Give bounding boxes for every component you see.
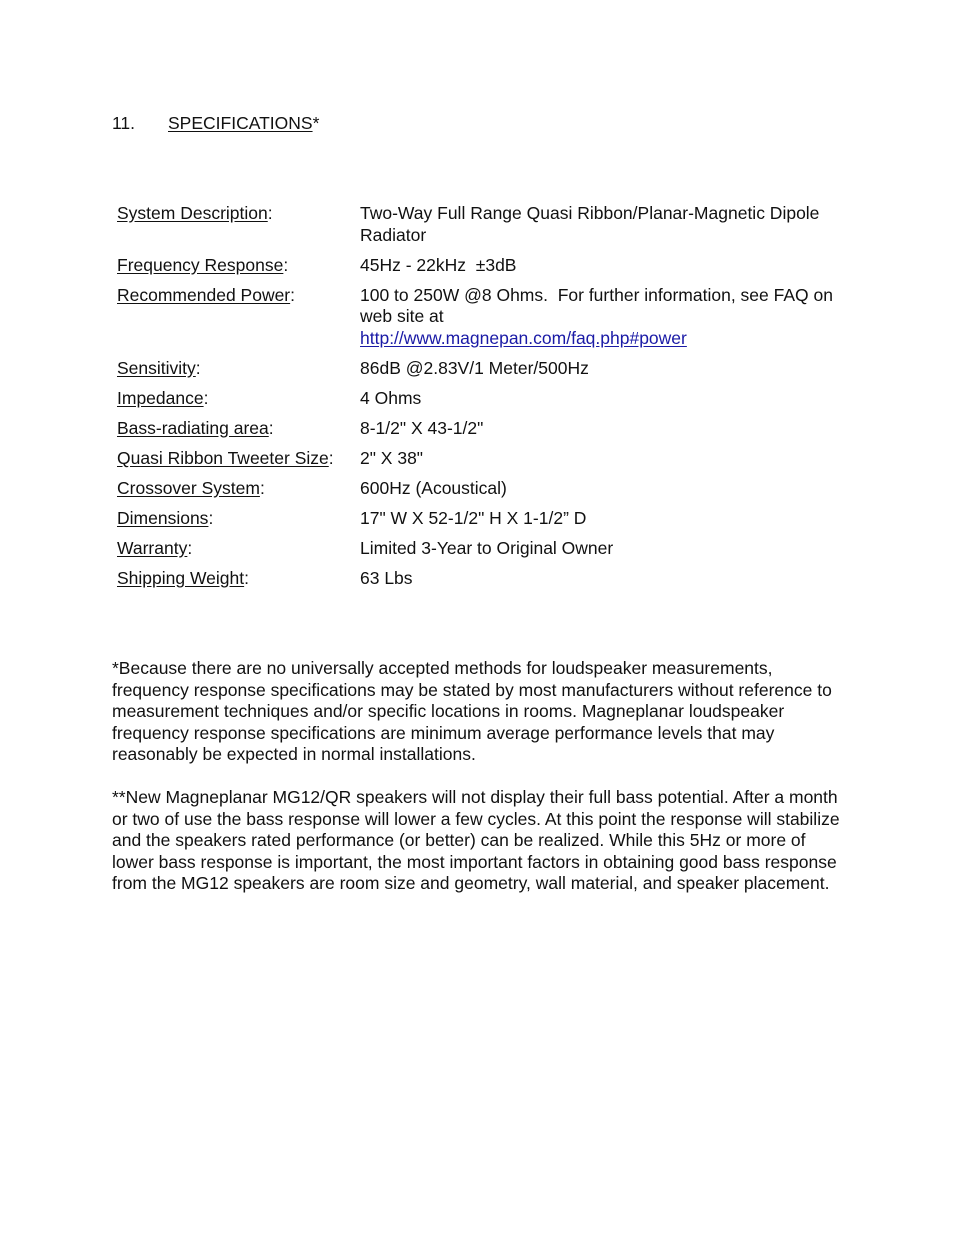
spec-label: Crossover System:	[117, 477, 265, 498]
spec-row-warranty	[117, 538, 857, 560]
spec-label: Warranty:	[117, 537, 193, 558]
footnote-measurement: *Because there are no universally accepted methods for loudspeaker measurements, frequency response specifications may be stated by most manufacturers without reference to measurement techniques and/or specific locations in rooms. Magneplanar loudspeaker frequency response specifications are minimum average performance levels that may reasonably be expected in normal installations.	[112, 658, 832, 764]
section-number: 11.	[112, 113, 136, 133]
spec-row-system-description	[117, 203, 857, 246]
spec-value: 45Hz - 22kHz ±3dB	[360, 254, 517, 275]
spec-value: Limited 3-Year to Original Owner	[360, 537, 614, 558]
spec-row-dimensions	[117, 508, 857, 530]
spec-label: Shipping Weight:	[117, 567, 249, 588]
spec-value: 100 to 250W @8 Ohms. For further information, see FAQ on web site at http://www.magnepan.com/faq.php#power	[360, 284, 838, 348]
spec-value: 4 Ohms	[360, 387, 422, 408]
spec-row-frequency-response	[117, 255, 857, 277]
spec-row-crossover-system	[117, 478, 857, 500]
section-title: SPECIFICATIONS	[168, 113, 313, 133]
spec-row-sensitivity	[117, 358, 857, 380]
spec-label: Frequency Response:	[117, 254, 289, 275]
spec-row-shipping-weight	[117, 568, 857, 590]
spec-label: Recommended Power:	[117, 284, 296, 305]
footnote-break-in: **New Magneplanar MG12/QR speakers will not display their full bass potential. After a month or two of use the bass response will lower a few cycles. At this point the response will stabilize and the speakers rated performance (or better) can be realized. While this 5Hz or more of lower bass response is important, the most important factors in obtaining good bass response from the MG12 speakers are room size and geometry, wall material, and speaker placement.	[112, 787, 840, 893]
section-heading	[112, 112, 319, 134]
spec-value: 600Hz (Acoustical)	[360, 477, 507, 498]
spec-value: Two-Way Full Range Quasi Ribbon/Planar-Magnetic Dipole Radiator	[360, 203, 820, 245]
section-title-asterisk: *	[312, 113, 320, 133]
faq-power-link[interactable]: http://www.magnepan.com/faq.php#power	[360, 327, 687, 348]
spec-label: Quasi Ribbon Tweeter Size:	[117, 447, 334, 468]
spec-value: 2" X 38"	[360, 447, 424, 468]
spec-label: Impedance:	[117, 387, 209, 408]
spec-row-bass-radiating-area	[117, 418, 857, 440]
spec-label: System Description:	[117, 203, 273, 223]
spec-label: Dimensions:	[117, 507, 214, 528]
specifications-table	[117, 203, 857, 598]
footnotes	[112, 658, 852, 916]
spec-row-tweeter-size	[117, 448, 857, 470]
spec-label: Bass-radiating area:	[117, 417, 274, 438]
spec-value: 63 Lbs	[360, 567, 413, 588]
spec-value: 8-1/2" X 43-1/2"	[360, 417, 484, 438]
spec-row-impedance	[117, 388, 857, 410]
spec-value: 17" W X 52-1/2" H X 1-1/2” D	[360, 507, 587, 528]
spec-row-recommended-power	[117, 285, 857, 350]
spec-value: 86dB @2.83V/1 Meter/500Hz	[360, 357, 589, 378]
spec-label: Sensitivity:	[117, 357, 201, 378]
